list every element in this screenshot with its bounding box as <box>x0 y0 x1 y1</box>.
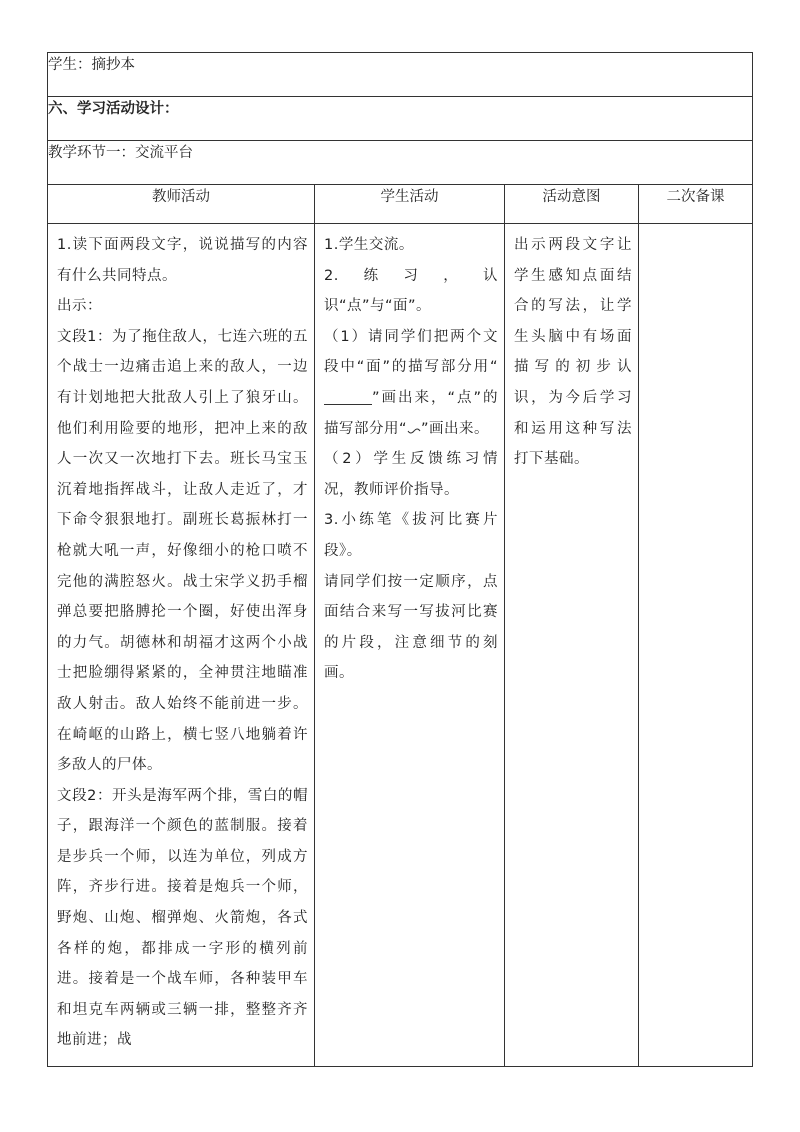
student-materials: 学生：摘抄本 <box>48 53 753 97</box>
teaching-step-row <box>48 141 753 185</box>
activity-content-row <box>48 224 753 1067</box>
teacher-activity-cell <box>48 224 315 1067</box>
student-paragraph: 2.练习，认识“点”与“面”。 <box>324 267 498 315</box>
wavy-underline-mark <box>407 422 421 436</box>
student-materials-row <box>48 53 753 97</box>
student-paragraph: （2）学生反馈练习情况，教师评价指导。 <box>324 451 498 498</box>
teacher-paragraph: 出示： <box>57 298 102 315</box>
intent-paragraph: 出示两段文字让学生感知点面结合的写法，让学生头脑中有场面描写的初步认识，为今后学习和运用这种写法打下基础。 <box>514 237 632 468</box>
student-activity-cell <box>315 224 505 1067</box>
section-heading-row <box>48 97 753 141</box>
student-paragraph: 1.学生交流。 <box>324 237 414 253</box>
teaching-step-title: 教学环节一：交流平台 <box>48 141 753 185</box>
teacher-paragraph: 文段1：为了拖住敌人，七连六班的五个战士一边痛击追上来的敌人，一边有计划地把大批敌人引上了狼牙山。他们利用险要的地形，把冲上来的敌人一次又一次地打下去。班长马宝玉沉着地指挥战斗，让敌人走近了，才下命令狠狠地打。副班长葛振林打一枪就大吼一声，好像细小的枪口喷不完他的满腔怒火。战士宋学义扔手榴弹总要把胳膊抡一个圈，好使出浑身的力气。胡德林和胡福才这两个小战士把脸绷得紧紧的，全神贯注地瞄准敌人射击。敌人始终不能前进一步。在崎岖的山路上，横七竖八地躺着许多敌人的尸体。 <box>57 328 308 774</box>
teacher-paragraph: 1.读下面两段文字，说说描写的内容有什么共同特点。 <box>57 237 308 284</box>
exercise-text-a: （1）请同学们把两个文段中“面”的描写部分用“ <box>324 328 498 376</box>
teacher-paragraph: 文段2：开头是海军两个排，雪白的帽子，跟海洋一个颜色的蓝制服。接着是步兵一个师，以连为单位，列成方阵，齐步行进。接着是炮兵一个师，野炮、山炮、榴弹炮、火箭炮，各式各样的炮，都排成一字形的横列前进。接着是一个战车师，各种装甲车和坦克车两辆或三辆一排，整整齐齐地前进；战 <box>57 787 308 1049</box>
column-header-row <box>48 185 753 224</box>
header-student-activity: 学生活动 <box>315 185 505 224</box>
activity-intent-cell <box>505 224 639 1067</box>
lesson-plan-table <box>47 52 753 1067</box>
straight-underline-mark <box>324 390 372 405</box>
header-second-prep: 二次备课 <box>639 185 753 224</box>
exercise-text-b: ”画出来，“点”的描写部分用“ <box>324 389 498 437</box>
student-paragraph: 3.小练笔《拔河比赛片段》。 <box>324 512 498 559</box>
header-teacher-activity: 教师活动 <box>48 185 315 224</box>
header-activity-intent: 活动意图 <box>505 185 639 224</box>
student-paragraph: 请同学们按一定顺序，点面结合来写一写拔河比赛的片段，注意细节的刻画。 <box>324 573 498 682</box>
student-paragraph <box>324 322 498 444</box>
exercise-text-c: ”画出来。 <box>421 420 490 437</box>
second-prep-cell <box>639 224 753 1067</box>
section-heading: 六、学习活动设计： <box>48 97 753 141</box>
